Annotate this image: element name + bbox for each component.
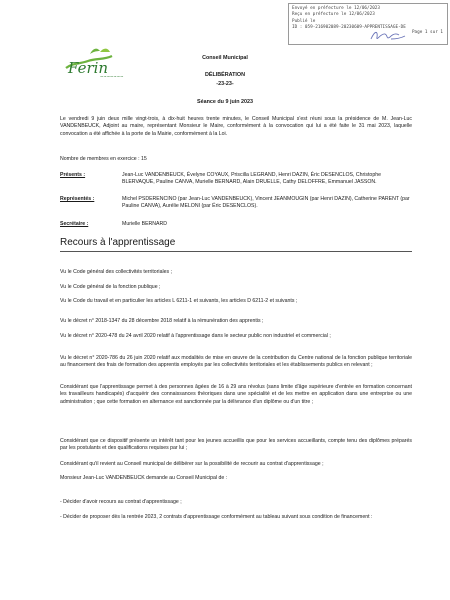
paragraph-9: Considérant qu'il revient au Conseil municipal de délibérer sur la possibilité de recourir au contrat d'apprentissage ; <box>60 461 324 467</box>
stamp-line-received: Reçu en préfecture le 12/06/2023 <box>292 12 375 18</box>
session-date: Séance du 9 juin 2023 <box>196 99 254 105</box>
stamp-line-published: Publié le <box>292 18 316 24</box>
section-divider <box>60 251 412 252</box>
stamp-line-id: ID : 059-216902089-20230609-APPRENTISSAGE-DE <box>292 24 406 30</box>
intro-paragraph: Le vendredi 9 juin deux mille vingt-trois, à dix-huit heures trente minutes, le Conseil Municipal s'est réuni sous la présidence de M. Jean-Luc VANDENBEUCK, Adjoint au maire, représentant Monsieur le Maire, conformément à la convocation qui lui a été faite le 31 mai 2023, laquelle convocation a été affichée à la porte de la Mairie, conformément à la Loi. <box>60 116 412 137</box>
svg-text:~~~~~~~: ~~~~~~~ <box>100 74 124 79</box>
paragraph-5: Vu le décret n° 2020-478 du 24 avril 2020 relatif à l'apprentissage dans le secteur public non industriel et commercial ; <box>60 333 331 339</box>
paragraph-2: Vu le Code général de la fonction publique ; <box>60 284 161 290</box>
secretary-name: Murielle BERNARD <box>122 221 167 227</box>
members-count: Nombre de membres en exercice : 15 <box>60 156 147 162</box>
paragraph-10: Monsieur Jean-Luc VANDENBEUCK demande au Conseil Municipal de : <box>60 475 228 481</box>
represented-label: Représentés : <box>60 196 95 202</box>
svg-text:Ferin: Ferin <box>68 59 109 77</box>
stamp-line-sent: Envoyé en préfecture le 12/06/2023 <box>292 6 380 11</box>
paragraph-7: Considérant que l'apprentissage permet à des personnes âgées de 16 à 29 ans révolus (sans limite d'âge supérieure d'entrée en formation concernant les travailleurs handicapés) d'acquérir des connaissances théoriques dans une spécialité et de les mettre en application dans une entreprise ou une administration ; que cette formation en alternance est sanctionnée par la délivrance d'un diplôme ou d'un titre ; <box>60 384 412 405</box>
document-type: DÉLIBÉRATION <box>204 72 246 78</box>
paragraph-3: Vu le Code du travail et en particulier les articles L 6211-1 et suivants, les articles D 6211-2 et suivants ; <box>60 298 298 304</box>
stamp-page-number: Page 1 sur 1 <box>411 30 443 35</box>
secretary-label: Secrétaire : <box>60 221 89 227</box>
paragraph-1: Vu le Code général des collectivités territoriales ; <box>60 269 172 275</box>
present-label: Présents : <box>60 172 86 178</box>
section-title: Recours à l'apprentissage <box>60 237 176 248</box>
signature-icon <box>369 28 407 44</box>
represented-list: Michel PSDERENCINO (par Jean-Luc VANDENBEUCK), Vincent JEANMOUGIN (par Henri DAZIN), Catherine PARENT (par Pauline CANVA), Aurélie MELONI (par Éric DESENCLOS). <box>122 196 410 210</box>
paragraph-11: - Décider d'avoir recours au contrat d'apprentissage ; <box>60 499 182 505</box>
paragraph-6: Vu le décret n° 2020-786 du 26 juin 2020 relatif aux modalités de mise en œuvre de la contribution du Centre national de la fonction publique territoriale au financement des frais de formation des apprentis employés par les collectivités territoriales et les établissements publics en relevant ; <box>60 355 412 369</box>
present-list: Jean-Luc VANDENBEUCK, Évelyne COYAUX, Priscilla LEGRAND, Henri DAZIN, Éric DESENCLOS, Christophe BLERVAQUE, Pauline CANVA, Murielle BERNARD, Alain DRUELLE, Cathy DELOFFRE, Emmanuel JASSON. <box>122 172 381 186</box>
deliberation-number: -23-23- <box>216 81 234 87</box>
council-name: Conseil Municipal <box>202 55 248 61</box>
paragraph-4: Vu le décret n° 2018-1347 du 28 décembre 2018 relatif à la rémunération des apprentis ; <box>60 318 264 324</box>
paragraph-12: - Décider de proposer dès la rentrée 2023, 2 contrats d'apprentissage conformément au tableau suivant sous condition de financement : <box>60 514 373 520</box>
paragraph-8: Considérant que ce dispositif présente un intérêt tant pour les jeunes accueillis que pour les services accueillants, compte tenu des diplômes préparés par les postulants et des qualifications requises par lui ; <box>60 438 412 452</box>
transmission-stamp <box>288 3 448 45</box>
